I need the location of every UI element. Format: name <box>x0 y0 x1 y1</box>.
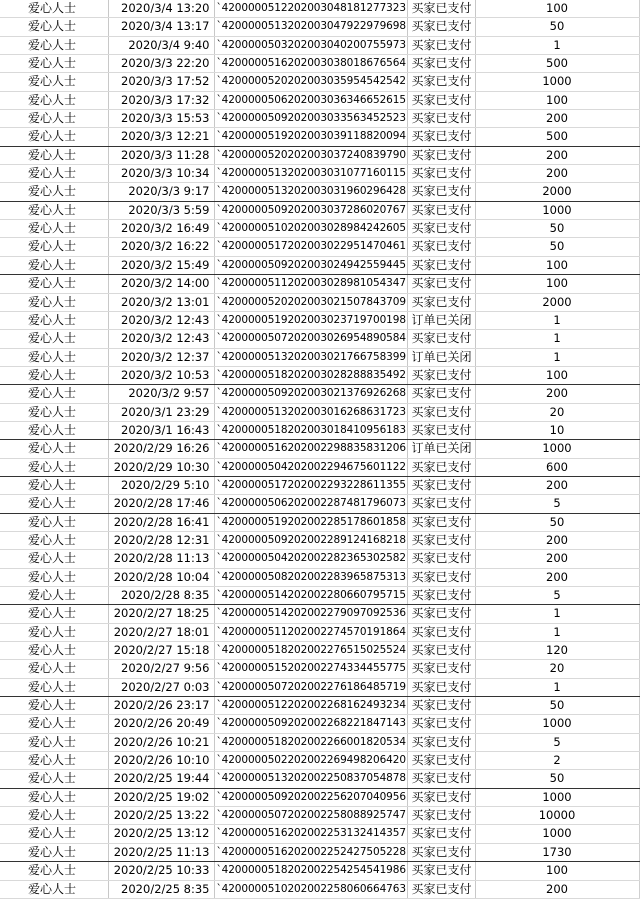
table-row <box>0 146 639 164</box>
order-number-cell: `4200000509202003037286020767 <box>214 201 407 219</box>
donor-name-cell: 爱心人士 <box>0 146 108 164</box>
payment-time-cell: 2020/2/28 12:31 <box>108 531 214 549</box>
amount-cell: 200 <box>475 880 639 898</box>
amount-cell: 10 <box>475 421 639 439</box>
amount-cell: 1000 <box>475 440 639 458</box>
order-status-cell: 买家已支付 <box>407 110 475 128</box>
payment-time-cell: 2020/2/26 10:21 <box>108 733 214 751</box>
donor-name-cell: 爱心人士 <box>0 642 108 660</box>
payment-time-cell: 2020/3/2 14:00 <box>108 275 214 293</box>
amount-cell: 100 <box>475 862 639 880</box>
payment-time-cell: 2020/2/29 10:30 <box>108 458 214 476</box>
donor-name-cell: 爱心人士 <box>0 862 108 880</box>
donor-name-cell: 爱心人士 <box>0 275 108 293</box>
table-row <box>0 550 639 568</box>
amount-cell: 200 <box>475 146 639 164</box>
amount-cell: 200 <box>475 568 639 586</box>
order-number-cell: `4200000516202002252427505228 <box>214 843 407 861</box>
order-number-cell: `4200000507202002258088925747 <box>214 807 407 825</box>
order-status-cell: 买家已支付 <box>407 73 475 91</box>
donor-name-cell: 爱心人士 <box>0 733 108 751</box>
donor-name-cell: 爱心人士 <box>0 605 108 623</box>
table-row <box>0 660 639 678</box>
order-status-cell: 买家已支付 <box>407 788 475 806</box>
order-status-cell: 买家已支付 <box>407 238 475 256</box>
payment-time-cell: 2020/2/25 8:35 <box>108 880 214 898</box>
donor-name-cell: 爱心人士 <box>0 513 108 531</box>
table-row <box>0 256 639 274</box>
order-status-cell: 买家已支付 <box>407 91 475 109</box>
table-row <box>0 605 639 623</box>
payment-time-cell: 2020/3/3 17:32 <box>108 91 214 109</box>
table-row <box>0 678 639 696</box>
table-row <box>0 220 639 238</box>
table-row <box>0 275 639 293</box>
payment-time-cell: 2020/3/3 9:17 <box>108 183 214 201</box>
order-number-cell: `4200000517202003022951470461 <box>214 238 407 256</box>
order-status-cell: 买家已支付 <box>407 587 475 605</box>
table-row <box>0 642 639 660</box>
payment-time-cell: 2020/3/2 15:49 <box>108 256 214 274</box>
payment-time-cell: 2020/2/28 16:41 <box>108 513 214 531</box>
donor-name-cell: 爱心人士 <box>0 678 108 696</box>
donor-name-cell: 爱心人士 <box>0 440 108 458</box>
order-number-cell: `4200000511202002274570191864 <box>214 623 407 641</box>
amount-cell: 100 <box>475 0 639 18</box>
order-number-cell: `4200000513202003047922979698 <box>214 18 407 36</box>
payment-time-cell: 2020/2/28 8:35 <box>108 587 214 605</box>
order-status-cell: 买家已支付 <box>407 550 475 568</box>
payment-time-cell: 2020/3/4 13:17 <box>108 18 214 36</box>
table-row <box>0 385 639 403</box>
donor-name-cell: 爱心人士 <box>0 55 108 73</box>
payment-time-cell: 2020/3/3 22:20 <box>108 55 214 73</box>
amount-cell: 1730 <box>475 843 639 861</box>
payment-time-cell: 2020/2/25 10:33 <box>108 862 214 880</box>
donor-name-cell: 爱心人士 <box>0 0 108 18</box>
table-row <box>0 330 639 348</box>
table-row <box>0 733 639 751</box>
payment-time-cell: 2020/3/2 12:37 <box>108 348 214 366</box>
payment-time-cell: 2020/2/26 20:49 <box>108 715 214 733</box>
amount-cell: 10000 <box>475 807 639 825</box>
table-row <box>0 568 639 586</box>
payment-time-cell: 2020/3/2 16:22 <box>108 238 214 256</box>
donor-name-cell: 爱心人士 <box>0 770 108 788</box>
order-number-cell: `4200000509202003024942559445 <box>214 256 407 274</box>
table-row <box>0 165 639 183</box>
order-number-cell: `4200000518202003028288835492 <box>214 366 407 384</box>
payment-time-cell: 2020/2/28 11:13 <box>108 550 214 568</box>
table-row <box>0 513 639 531</box>
payment-time-cell: 2020/2/27 15:18 <box>108 642 214 660</box>
order-status-cell: 买家已支付 <box>407 476 475 494</box>
order-number-cell: `4200000513202003021766758399 <box>214 348 407 366</box>
order-status-cell: 买家已支付 <box>407 513 475 531</box>
table-row <box>0 807 639 825</box>
payment-time-cell: 2020/2/25 13:12 <box>108 825 214 843</box>
donor-name-cell: 爱心人士 <box>0 330 108 348</box>
table-row <box>0 55 639 73</box>
order-number-cell: `4200000507202002276186485719 <box>214 678 407 696</box>
donor-name-cell: 爱心人士 <box>0 880 108 898</box>
amount-cell: 50 <box>475 697 639 715</box>
donor-name-cell: 爱心人士 <box>0 550 108 568</box>
donor-name-cell: 爱心人士 <box>0 128 108 146</box>
donor-name-cell: 爱心人士 <box>0 18 108 36</box>
order-status-cell: 买家已支付 <box>407 183 475 201</box>
table-row <box>0 862 639 880</box>
donor-name-cell: 爱心人士 <box>0 587 108 605</box>
amount-cell: 50 <box>475 513 639 531</box>
table-row <box>0 18 639 36</box>
amount-cell: 50 <box>475 238 639 256</box>
order-number-cell: `4200000520202003037240839790 <box>214 146 407 164</box>
order-status-cell: 买家已支付 <box>407 660 475 678</box>
order-number-cell: `4200000519202003039118820094 <box>214 128 407 146</box>
amount-cell: 200 <box>475 531 639 549</box>
table-row <box>0 587 639 605</box>
amount-cell: 5 <box>475 495 639 513</box>
amount-cell: 50 <box>475 770 639 788</box>
amount-cell: 20 <box>475 660 639 678</box>
order-status-cell: 买家已支付 <box>407 623 475 641</box>
payment-time-cell: 2020/3/2 16:49 <box>108 220 214 238</box>
order-status-cell: 买家已支付 <box>407 752 475 770</box>
amount-cell: 2000 <box>475 293 639 311</box>
order-status-cell: 买家已支付 <box>407 201 475 219</box>
order-number-cell: `4200000520202003021507843709 <box>214 293 407 311</box>
payment-time-cell: 2020/3/2 10:53 <box>108 366 214 384</box>
donor-name-cell: 爱心人士 <box>0 458 108 476</box>
order-status-cell: 买家已支付 <box>407 843 475 861</box>
order-status-cell: 买家已支付 <box>407 880 475 898</box>
order-number-cell: `4200000518202002266001820534 <box>214 733 407 751</box>
payment-time-cell: 2020/3/3 15:53 <box>108 110 214 128</box>
order-number-cell: `4200000516202002253132414357 <box>214 825 407 843</box>
order-status-cell: 买家已支付 <box>407 165 475 183</box>
donor-name-cell: 爱心人士 <box>0 91 108 109</box>
table-row <box>0 752 639 770</box>
order-status-cell: 买家已支付 <box>407 733 475 751</box>
payment-time-cell: 2020/3/3 12:21 <box>108 128 214 146</box>
payment-time-cell: 2020/2/26 10:10 <box>108 752 214 770</box>
donor-name-cell: 爱心人士 <box>0 697 108 715</box>
payment-time-cell: 2020/2/27 0:03 <box>108 678 214 696</box>
order-status-cell: 买家已支付 <box>407 0 475 18</box>
order-status-cell: 买家已支付 <box>407 678 475 696</box>
amount-cell: 1000 <box>475 715 639 733</box>
table-row <box>0 293 639 311</box>
amount-cell: 500 <box>475 55 639 73</box>
amount-cell: 1 <box>475 330 639 348</box>
amount-cell: 50 <box>475 18 639 36</box>
payment-time-cell: 2020/3/3 11:28 <box>108 146 214 164</box>
order-number-cell: `4200000515202002274334455775 <box>214 660 407 678</box>
donor-name-cell: 爱心人士 <box>0 825 108 843</box>
donor-name-cell: 爱心人士 <box>0 220 108 238</box>
order-status-cell: 买家已支付 <box>407 146 475 164</box>
donor-name-cell: 爱心人士 <box>0 348 108 366</box>
order-number-cell: `4200000514202002279097092536 <box>214 605 407 623</box>
order-status-cell: 买家已支付 <box>407 403 475 421</box>
order-number-cell: `4200000504202002294675601122 <box>214 458 407 476</box>
amount-cell: 1 <box>475 623 639 641</box>
order-number-cell: `4200000509202003021376926268 <box>214 385 407 403</box>
amount-cell: 1000 <box>475 201 639 219</box>
donor-name-cell: 爱心人士 <box>0 256 108 274</box>
donor-name-cell: 爱心人士 <box>0 311 108 329</box>
order-number-cell: `4200000513202003016268631723 <box>214 403 407 421</box>
order-status-cell: 买家已支付 <box>407 531 475 549</box>
payment-time-cell: 2020/2/27 18:25 <box>108 605 214 623</box>
donor-name-cell: 爱心人士 <box>0 385 108 403</box>
order-number-cell: `4200000503202003040200755973 <box>214 36 407 54</box>
amount-cell: 1 <box>475 311 639 329</box>
donor-name-cell: 爱心人士 <box>0 715 108 733</box>
order-number-cell: `4200000519202003023719700198 <box>214 311 407 329</box>
amount-cell: 100 <box>475 256 639 274</box>
order-status-cell: 买家已支付 <box>407 807 475 825</box>
amount-cell: 1 <box>475 36 639 54</box>
order-number-cell: `4200000509202002256207040956 <box>214 788 407 806</box>
table-row <box>0 311 639 329</box>
donor-name-cell: 爱心人士 <box>0 183 108 201</box>
donor-name-cell: 爱心人士 <box>0 476 108 494</box>
order-status-cell: 买家已支付 <box>407 366 475 384</box>
amount-cell: 100 <box>475 366 639 384</box>
donor-name-cell: 爱心人士 <box>0 238 108 256</box>
order-number-cell: `4200000512202002268162493234 <box>214 697 407 715</box>
donor-name-cell: 爱心人士 <box>0 165 108 183</box>
table-row <box>0 73 639 91</box>
donor-name-cell: 爱心人士 <box>0 807 108 825</box>
order-status-cell: 买家已支付 <box>407 421 475 439</box>
amount-cell: 5 <box>475 587 639 605</box>
payment-time-cell: 2020/2/27 9:56 <box>108 660 214 678</box>
payment-time-cell: 2020/2/25 19:44 <box>108 770 214 788</box>
amount-cell: 200 <box>475 476 639 494</box>
order-status-cell: 买家已支付 <box>407 568 475 586</box>
amount-cell: 1000 <box>475 825 639 843</box>
table-row <box>0 201 639 219</box>
table-row <box>0 788 639 806</box>
order-number-cell: `4200000512202003048181277323 <box>214 0 407 18</box>
order-status-cell: 订单已关闭 <box>407 311 475 329</box>
payment-time-cell: 2020/2/25 19:02 <box>108 788 214 806</box>
order-number-cell: `4200000513202003031960296428 <box>214 183 407 201</box>
amount-cell: 1000 <box>475 73 639 91</box>
amount-cell: 500 <box>475 128 639 146</box>
donor-name-cell: 爱心人士 <box>0 788 108 806</box>
donor-name-cell: 爱心人士 <box>0 36 108 54</box>
payment-time-cell: 2020/2/26 23:17 <box>108 697 214 715</box>
order-number-cell: `4200000520202003035954542542 <box>214 73 407 91</box>
order-number-cell: `4200000510202002258060664763 <box>214 880 407 898</box>
payment-time-cell: 2020/2/29 5:10 <box>108 476 214 494</box>
table-row <box>0 348 639 366</box>
order-status-cell: 买家已支付 <box>407 330 475 348</box>
order-number-cell: `4200000510202003028984242605 <box>214 220 407 238</box>
order-status-cell: 订单已关闭 <box>407 348 475 366</box>
order-status-cell: 买家已支付 <box>407 642 475 660</box>
donor-name-cell: 爱心人士 <box>0 531 108 549</box>
donor-name-cell: 爱心人士 <box>0 623 108 641</box>
table-row <box>0 825 639 843</box>
amount-cell: 50 <box>475 220 639 238</box>
amount-cell: 2 <box>475 752 639 770</box>
payment-time-cell: 2020/3/2 13:01 <box>108 293 214 311</box>
amount-cell: 2000 <box>475 183 639 201</box>
amount-cell: 1 <box>475 605 639 623</box>
donor-name-cell: 爱心人士 <box>0 293 108 311</box>
donor-name-cell: 爱心人士 <box>0 73 108 91</box>
order-status-cell: 买家已支付 <box>407 697 475 715</box>
payment-time-cell: 2020/3/1 23:29 <box>108 403 214 421</box>
table-row <box>0 476 639 494</box>
table-row <box>0 36 639 54</box>
order-status-cell: 买家已支付 <box>407 770 475 788</box>
table-row <box>0 128 639 146</box>
amount-cell: 200 <box>475 165 639 183</box>
amount-cell: 100 <box>475 91 639 109</box>
amount-cell: 100 <box>475 275 639 293</box>
order-number-cell: `4200000504202002282365302582 <box>214 550 407 568</box>
order-number-cell: `4200000513202003031077160115 <box>214 165 407 183</box>
donor-name-cell: 爱心人士 <box>0 752 108 770</box>
order-status-cell: 买家已支付 <box>407 36 475 54</box>
amount-cell: 120 <box>475 642 639 660</box>
order-status-cell: 买家已支付 <box>407 256 475 274</box>
amount-cell: 200 <box>475 550 639 568</box>
order-number-cell: `4200000516202002298835831206 <box>214 440 407 458</box>
donor-name-cell: 爱心人士 <box>0 110 108 128</box>
payment-time-cell: 2020/3/2 9:57 <box>108 385 214 403</box>
order-status-cell: 买家已支付 <box>407 495 475 513</box>
order-status-cell: 买家已支付 <box>407 275 475 293</box>
table-row <box>0 697 639 715</box>
table-row <box>0 715 639 733</box>
order-status-cell: 买家已支付 <box>407 55 475 73</box>
payment-time-cell: 2020/3/4 9:40 <box>108 36 214 54</box>
donor-name-cell: 爱心人士 <box>0 403 108 421</box>
table-row <box>0 495 639 513</box>
table-row <box>0 623 639 641</box>
amount-cell: 1 <box>475 678 639 696</box>
order-number-cell: `4200000506202002287481796073 <box>214 495 407 513</box>
table-row <box>0 770 639 788</box>
payment-time-cell: 2020/3/3 17:52 <box>108 73 214 91</box>
order-number-cell: `4200000508202002283965875313 <box>214 568 407 586</box>
order-status-cell: 买家已支付 <box>407 605 475 623</box>
payment-time-cell: 2020/3/1 16:43 <box>108 421 214 439</box>
payment-time-cell: 2020/2/28 10:04 <box>108 568 214 586</box>
payment-time-cell: 2020/3/3 5:59 <box>108 201 214 219</box>
order-number-cell: `4200000513202002250837054878 <box>214 770 407 788</box>
order-status-cell: 买家已支付 <box>407 128 475 146</box>
table-row <box>0 880 639 898</box>
table-row <box>0 238 639 256</box>
table-row <box>0 110 639 128</box>
order-status-cell: 买家已支付 <box>407 825 475 843</box>
payment-time-cell: 2020/2/25 13:22 <box>108 807 214 825</box>
order-number-cell: `4200000509202002289124168218 <box>214 531 407 549</box>
order-number-cell: `4200000511202003028981054347 <box>214 275 407 293</box>
table-row <box>0 183 639 201</box>
amount-cell: 1000 <box>475 788 639 806</box>
order-number-cell: `4200000518202002276515025524 <box>214 642 407 660</box>
order-number-cell: `4200000502202002269498206420 <box>214 752 407 770</box>
donor-name-cell: 爱心人士 <box>0 568 108 586</box>
table-row <box>0 843 639 861</box>
payment-time-cell: 2020/3/2 12:43 <box>108 311 214 329</box>
payment-time-cell: 2020/2/29 16:26 <box>108 440 214 458</box>
order-status-cell: 买家已支付 <box>407 18 475 36</box>
order-number-cell: `4200000507202003026954890584 <box>214 330 407 348</box>
order-status-cell: 买家已支付 <box>407 715 475 733</box>
donor-name-cell: 爱心人士 <box>0 495 108 513</box>
donor-name-cell: 爱心人士 <box>0 366 108 384</box>
table-row <box>0 91 639 109</box>
donor-name-cell: 爱心人士 <box>0 843 108 861</box>
payment-time-cell: 2020/2/25 11:13 <box>108 843 214 861</box>
amount-cell: 1 <box>475 348 639 366</box>
order-number-cell: `4200000514202002280660795715 <box>214 587 407 605</box>
payment-time-cell: 2020/3/3 10:34 <box>108 165 214 183</box>
payment-time-cell: 2020/3/2 12:43 <box>108 330 214 348</box>
table-row <box>0 366 639 384</box>
order-status-cell: 买家已支付 <box>407 385 475 403</box>
table-row <box>0 531 639 549</box>
order-number-cell: `4200000516202003038018676564 <box>214 55 407 73</box>
table-row <box>0 440 639 458</box>
order-number-cell: `4200000518202002254254541986 <box>214 862 407 880</box>
order-number-cell: `4200000517202002293228611355 <box>214 476 407 494</box>
order-number-cell: `4200000506202003036346652615 <box>214 91 407 109</box>
order-number-cell: `4200000519202002285178601858 <box>214 513 407 531</box>
order-status-cell: 买家已支付 <box>407 293 475 311</box>
order-status-cell: 买家已支付 <box>407 220 475 238</box>
table-row <box>0 403 639 421</box>
order-status-cell: 买家已支付 <box>407 458 475 476</box>
amount-cell: 600 <box>475 458 639 476</box>
amount-cell: 20 <box>475 403 639 421</box>
order-status-cell: 订单已关闭 <box>407 440 475 458</box>
payment-time-cell: 2020/2/28 17:46 <box>108 495 214 513</box>
table-row <box>0 421 639 439</box>
table-row <box>0 0 639 18</box>
donor-name-cell: 爱心人士 <box>0 421 108 439</box>
table-row <box>0 458 639 476</box>
donor-name-cell: 爱心人士 <box>0 201 108 219</box>
order-number-cell: `4200000518202003018410956183 <box>214 421 407 439</box>
order-number-cell: `4200000509202003033563452523 <box>214 110 407 128</box>
donor-name-cell: 爱心人士 <box>0 660 108 678</box>
amount-cell: 5 <box>475 733 639 751</box>
order-status-cell: 买家已支付 <box>407 862 475 880</box>
payment-time-cell: 2020/3/4 13:20 <box>108 0 214 18</box>
amount-cell: 200 <box>475 110 639 128</box>
order-number-cell: `4200000509202002268221847143 <box>214 715 407 733</box>
payment-time-cell: 2020/2/27 18:01 <box>108 623 214 641</box>
amount-cell: 200 <box>475 385 639 403</box>
